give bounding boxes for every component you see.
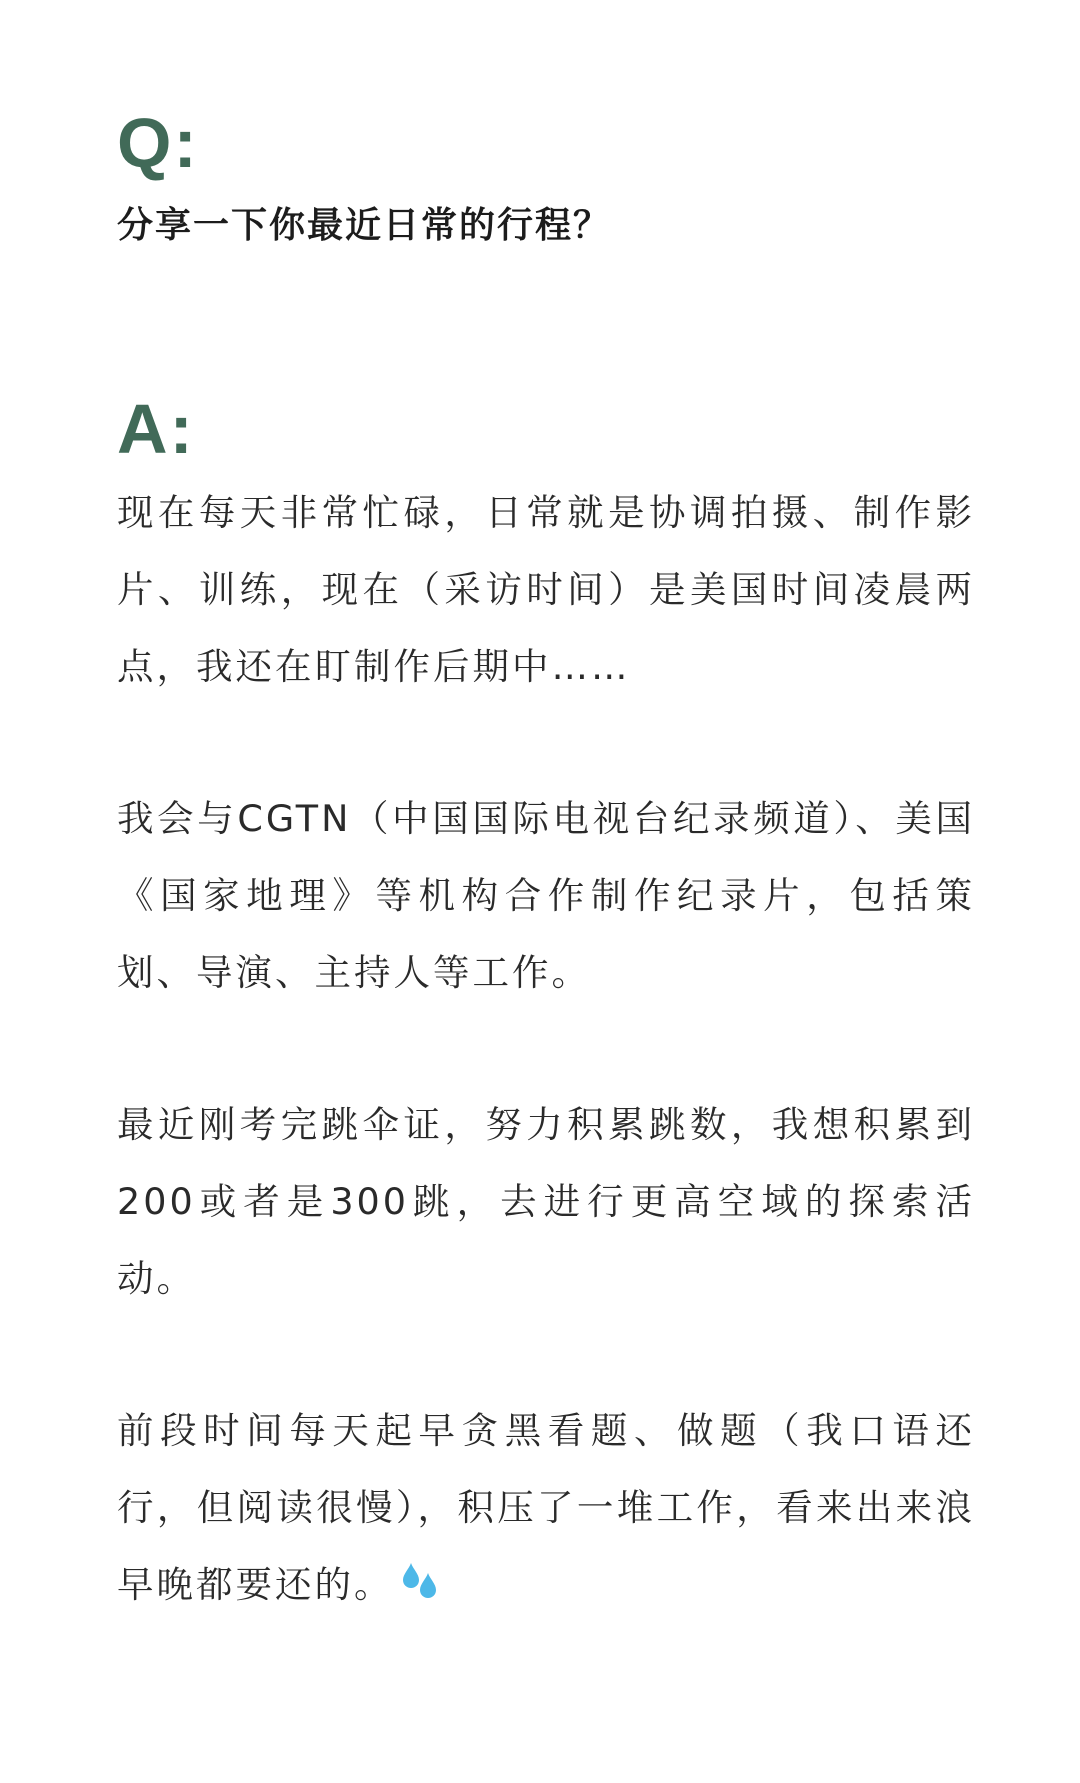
- answer-marker: A:: [117, 390, 195, 468]
- answer-paragraph-1: 现在每天非常忙碌，日常就是协调拍摄、制作影片、训练，现在（采访时间）是美国时间凌晨两点，我还在盯制作后期中……: [117, 491, 975, 688]
- answer-paragraph-2: 我会与CGTN（中国国际电视台纪录频道）、美国《国家地理》等机构合作制作纪录片，包括策划、导演、主持人等工作。: [117, 797, 975, 994]
- question-marker: Q:: [117, 104, 199, 182]
- answer-paragraph-4-text: 前段时间每天起早贪黑看题、做题（我口语还行，但阅读很慢），积压了一堆工作，看来出来浪早晚都要还的。: [117, 1409, 975, 1606]
- answer-paragraph-3: 最近刚考完跳伞证，努力积累跳数，我想积累到200或者是300跳，去进行更高空域的探索活动。: [117, 1103, 975, 1300]
- answer-paragraph-4: [117, 1392, 975, 1623]
- sweat-droplets-icon: [398, 1559, 440, 1601]
- question-text: 分享一下你最近日常的行程？: [117, 205, 612, 246]
